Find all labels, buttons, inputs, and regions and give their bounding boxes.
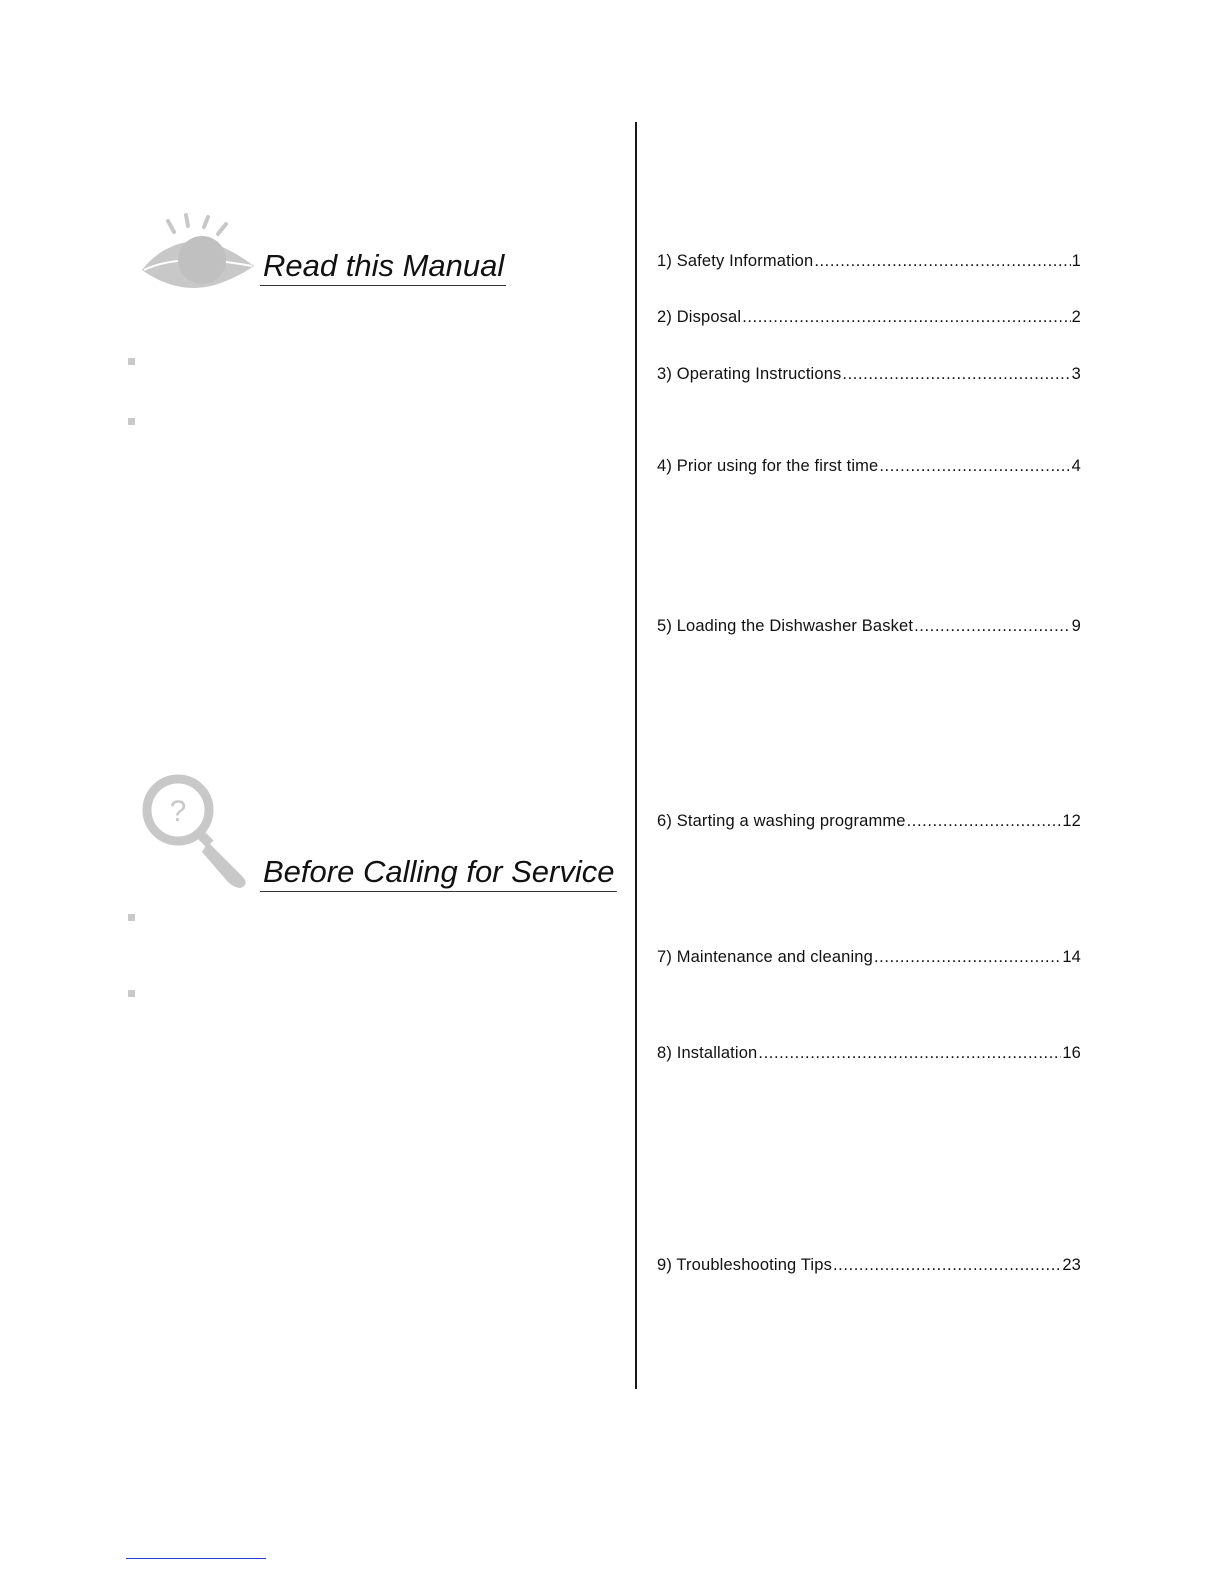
toc-entry[interactable] — [657, 1256, 1081, 1275]
toc-entry[interactable] — [657, 948, 1081, 967]
toc-entry-title: 9) Troubleshooting Tips — [657, 1256, 832, 1274]
toc-entry-page: 9 — [1071, 617, 1081, 635]
bullet-marker — [128, 358, 135, 365]
toc-entry-page: 12 — [1062, 812, 1081, 830]
toc-entry-page: 1 — [1071, 252, 1081, 270]
toc-leader-dots — [914, 617, 1071, 636]
toc-leader-dots — [833, 1256, 1061, 1275]
toc-leader-dots — [814, 252, 1070, 271]
toc-entry[interactable] — [657, 252, 1081, 271]
toc-entry[interactable] — [657, 617, 1081, 636]
column-divider — [635, 122, 637, 1389]
toc-entry-page: 23 — [1062, 1256, 1081, 1274]
toc-entry-title: 1) Safety Information — [657, 252, 814, 270]
eye-icon — [138, 212, 256, 292]
toc-entry[interactable] — [657, 457, 1081, 476]
toc-entry-page: 16 — [1062, 1044, 1081, 1062]
toc-entry-title: 5) Loading the Dishwasher Basket — [657, 617, 914, 635]
bullet-marker — [128, 914, 135, 921]
toc-entry-title: 6) Starting a washing programme — [657, 812, 906, 830]
magnifier-question-icon — [140, 772, 252, 890]
toc-entry-page: 14 — [1062, 948, 1081, 966]
toc-entry-page: 2 — [1071, 308, 1081, 326]
bullet-marker — [128, 990, 135, 997]
toc-entry[interactable] — [657, 1044, 1081, 1063]
toc-leader-dots — [907, 812, 1062, 831]
toc-entry-page: 3 — [1071, 365, 1081, 383]
toc-leader-dots — [842, 365, 1070, 384]
toc-entry[interactable] — [657, 812, 1081, 831]
toc-entry[interactable] — [657, 365, 1081, 384]
footer-rule — [126, 1558, 266, 1559]
toc-entry[interactable] — [657, 308, 1081, 327]
svg-text:?: ? — [169, 795, 187, 828]
bullet-marker — [128, 418, 135, 425]
read-manual-heading: Read this Manual — [260, 248, 506, 286]
toc-leader-dots — [879, 457, 1070, 476]
toc-entry-title: 3) Operating Instructions — [657, 365, 842, 383]
toc-leader-dots — [758, 1044, 1061, 1063]
toc-entry-title: 2) Disposal — [657, 308, 742, 326]
toc-leader-dots — [874, 948, 1061, 967]
toc-entry-page: 4 — [1071, 457, 1081, 475]
toc-entry-title: 4) Prior using for the first time — [657, 457, 879, 475]
before-service-heading: Before Calling for Service — [260, 854, 617, 892]
toc-entry-title: 8) Installation — [657, 1044, 758, 1062]
toc-leader-dots — [742, 308, 1070, 327]
toc-entry-title: 7) Maintenance and cleaning — [657, 948, 873, 966]
